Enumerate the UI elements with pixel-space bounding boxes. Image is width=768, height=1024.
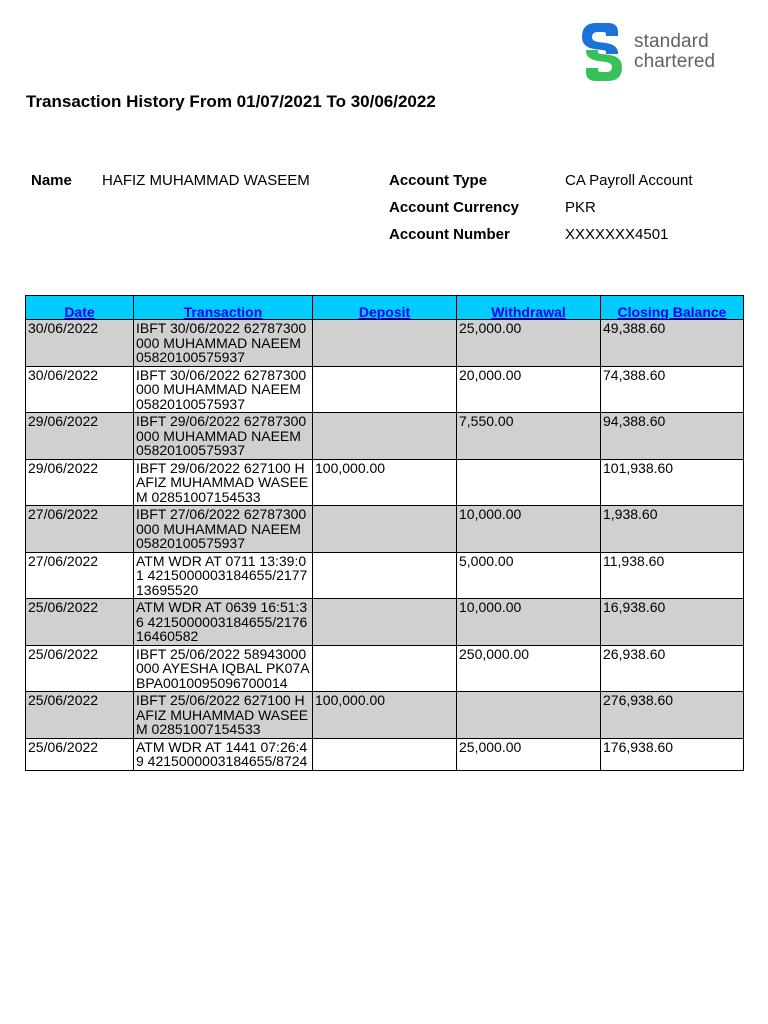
cell-withdrawal: 7,550.00	[457, 413, 601, 460]
cell-withdrawal: 250,000.00	[457, 645, 601, 692]
cell-deposit: 100,000.00	[313, 459, 457, 506]
table-row	[26, 366, 744, 413]
cell-balance: 26,938.60	[601, 645, 744, 692]
table-row	[26, 413, 744, 460]
cell-deposit	[313, 738, 457, 770]
column-header-transaction: Transaction	[134, 296, 313, 320]
cell-transaction: ATM WDR AT 1441 07:26:49 4215000003184655/8724	[134, 738, 313, 770]
table-row	[26, 599, 744, 646]
cell-balance: 49,388.60	[601, 320, 744, 367]
table-row	[26, 692, 744, 739]
name-value: HAFIZ MUHAMMAD WASEEM	[102, 172, 310, 189]
cell-transaction: IBFT 27/06/2022 62787300000 MUHAMMAD NAEEM 05820100575937	[134, 506, 313, 553]
cell-date: 29/06/2022	[26, 459, 134, 506]
table-row	[26, 320, 744, 367]
cell-transaction: IBFT 30/06/2022 62787300000 MUHAMMAD NAEEM 05820100575937	[134, 366, 313, 413]
column-header-withdrawal: Withdrawal	[457, 296, 601, 320]
cell-date: 25/06/2022	[26, 645, 134, 692]
cell-deposit	[313, 320, 457, 367]
cell-date: 30/06/2022	[26, 320, 134, 367]
cell-deposit	[313, 413, 457, 460]
cell-deposit	[313, 366, 457, 413]
cell-date: 25/06/2022	[26, 692, 134, 739]
cell-transaction: IBFT 25/06/2022 58943000000 AYESHA IQBAL PK07ABPA0010095096700014	[134, 645, 313, 692]
statement-title: Transaction History From 01/07/2021 To 30/06/2022	[26, 92, 436, 111]
cell-transaction: IBFT 29/06/2022 627100 HAFIZ MUHAMMAD WASEEM 02851007154533	[134, 459, 313, 506]
table-header-row	[26, 296, 744, 320]
cell-withdrawal: 20,000.00	[457, 366, 601, 413]
standard-chartered-emblem-icon	[578, 20, 626, 84]
cell-date: 30/06/2022	[26, 366, 134, 413]
cell-deposit	[313, 599, 457, 646]
cell-transaction: IBFT 30/06/2022 62787300000 MUHAMMAD NAEEM 05820100575937	[134, 320, 313, 367]
account-number-label: Account Number	[389, 226, 510, 243]
table-row	[26, 506, 744, 553]
cell-transaction: IBFT 29/06/2022 62787300000 MUHAMMAD NAEEM 05820100575937	[134, 413, 313, 460]
cell-balance: 11,938.60	[601, 552, 744, 599]
cell-deposit	[313, 506, 457, 553]
transaction-table	[25, 295, 744, 771]
cell-withdrawal: 10,000.00	[457, 599, 601, 646]
brand-line-2: chartered	[634, 51, 716, 72]
account-currency-label: Account Currency	[389, 199, 520, 216]
cell-balance: 1,938.60	[601, 506, 744, 553]
cell-withdrawal: 10,000.00	[457, 506, 601, 553]
cell-date: 27/06/2022	[26, 506, 134, 553]
cell-balance: 16,938.60	[601, 599, 744, 646]
account-currency-value: PKR	[565, 199, 596, 216]
cell-deposit	[313, 552, 457, 599]
cell-date: 27/06/2022	[26, 552, 134, 599]
cell-withdrawal	[457, 459, 601, 506]
cell-balance: 74,388.60	[601, 366, 744, 413]
cell-date: 25/06/2022	[26, 738, 134, 770]
column-header-closing-balance: Closing Balance	[601, 296, 744, 320]
table-row	[26, 459, 744, 506]
cell-withdrawal: 25,000.00	[457, 738, 601, 770]
column-header-deposit: Deposit	[313, 296, 457, 320]
cell-withdrawal: 5,000.00	[457, 552, 601, 599]
cell-deposit: 100,000.00	[313, 692, 457, 739]
cell-deposit	[313, 645, 457, 692]
brand-line-1: standard	[634, 31, 709, 52]
cell-transaction: IBFT 25/06/2022 627100 HAFIZ MUHAMMAD WASEEM 02851007154533	[134, 692, 313, 739]
table-row	[26, 552, 744, 599]
cell-withdrawal: 25,000.00	[457, 320, 601, 367]
cell-transaction: ATM WDR AT 0639 16:51:36 4215000003184655/217616460582	[134, 599, 313, 646]
cell-withdrawal	[457, 692, 601, 739]
cell-balance: 176,938.60	[601, 738, 744, 770]
account-type-label: Account Type	[389, 172, 488, 189]
cell-transaction: ATM WDR AT 0711 13:39:01 4215000003184655/217713695520	[134, 552, 313, 599]
name-label: Name	[31, 172, 72, 189]
cell-balance: 94,388.60	[601, 413, 744, 460]
cell-balance: 276,938.60	[601, 692, 744, 739]
account-number-value: XXXXXXX4501	[565, 226, 669, 243]
cell-date: 29/06/2022	[26, 413, 134, 460]
brand-name	[634, 32, 715, 72]
table-row	[26, 738, 744, 770]
cell-balance: 101,938.60	[601, 459, 744, 506]
table-row	[26, 645, 744, 692]
cell-date: 25/06/2022	[26, 599, 134, 646]
standard-chartered-logo	[578, 20, 748, 84]
column-header-date: Date	[26, 296, 134, 320]
account-type-value: CA Payroll Account	[565, 172, 693, 189]
